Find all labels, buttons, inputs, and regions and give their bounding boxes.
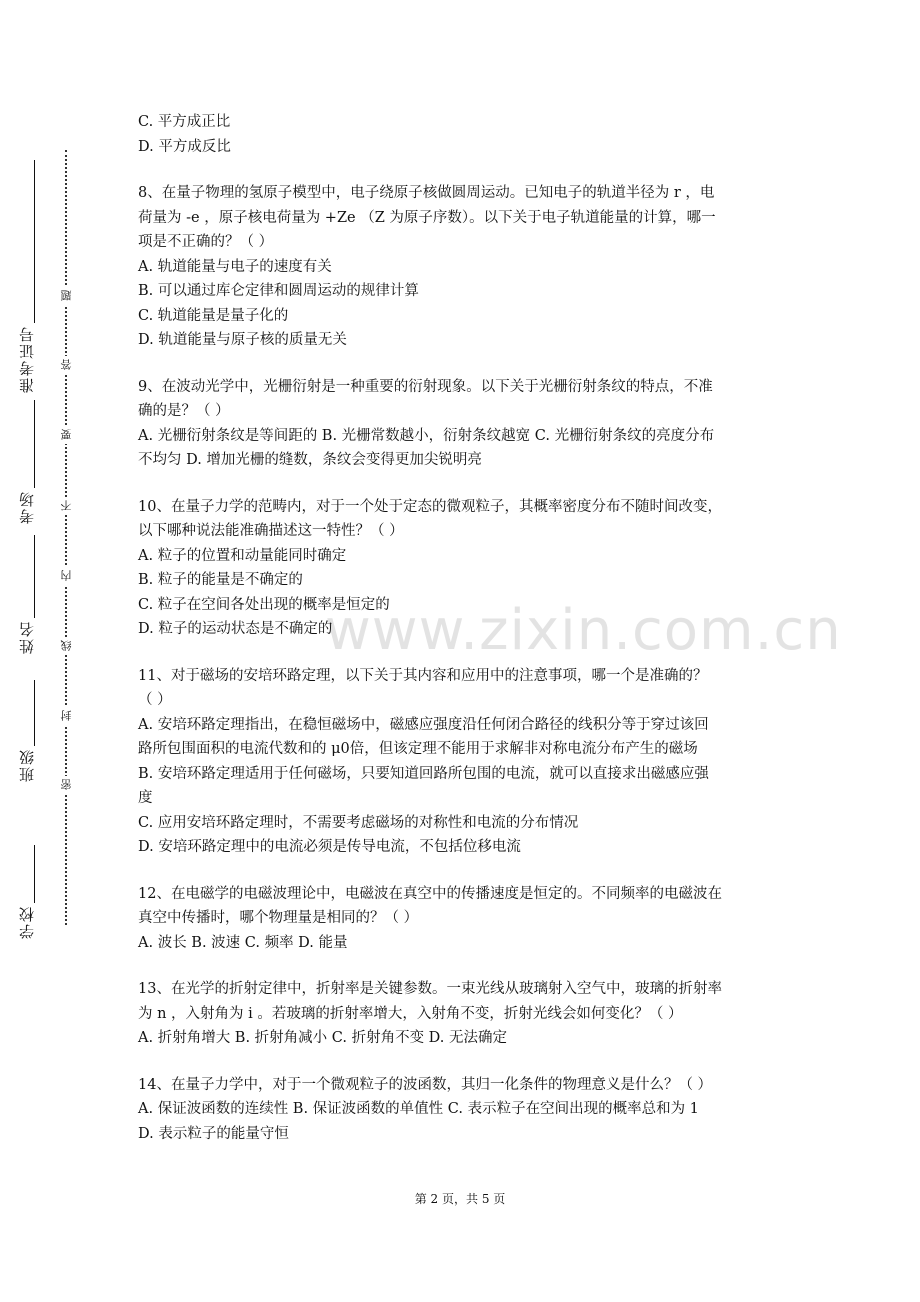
option-line: B. 安培环路定理适用于任何磁场，只要知道回路所包围的电流，就可以直接求出磁感应强 [138, 765, 709, 782]
question-content [138, 110, 788, 1146]
seal-char: 答 [58, 356, 74, 374]
binding-margin [0, 0, 100, 1302]
option-line: 路所包围面积的电流代数和的 μ0倍，但该定理不能用于求解非对称电流分布产生的磁场 [138, 741, 698, 757]
option-line: 不均匀 D. 增加光栅的缝数，条纹会变得更加尖锐明亮 [138, 452, 482, 468]
seal-char: 题 [58, 287, 74, 305]
field-line-school [34, 845, 35, 903]
seal-line [65, 150, 67, 925]
seal-char: 内 [58, 567, 74, 585]
option-line: A. 轨道能量与电子的速度有关 [138, 258, 332, 275]
option-line: B. 可以通过库仑定律和圆周运动的规律计算 [138, 283, 419, 299]
question-9-stem: 确的是？（ ） [138, 403, 230, 419]
option-line: B. 粒子的能量是不确定的 [138, 572, 303, 588]
question-8-stem: 项是不正确的？（ ） [138, 234, 274, 250]
seal-char: 线 [58, 637, 74, 655]
question-8-stem: 荷量为 -e ，原子核电荷量为 +Ze （Z 为原子序数）。以下关于电子轨道能量的计算，哪一 [138, 209, 716, 226]
seal-char: 密 [58, 776, 74, 794]
option-line: D. 安培环路定理中的电流必须是传导电流，不包括位移电流 [138, 839, 521, 855]
option-line: A. 保证波函数的连续性 B. 保证波函数的单值性 C. 表示粒子在空间出现的概率总和为 1 [138, 1101, 699, 1117]
option-line: C. 粒子在空间各处出现的概率是恒定的 [138, 596, 390, 613]
question-8-stem: 8、在量子物理的氢原子模型中，电子绕原子核做圆周运动。已知电子的轨道半径为 r ，电 [138, 185, 715, 201]
field-label-school: 学校 [18, 905, 36, 939]
question-10-stem: 10、在量子力学的范畴内，对于一个处于定态的微观粒子，其概率密度分布不随时间改变， [138, 498, 722, 515]
question-11-stem: 11、对于磁场的安培环路定理，以下关于其内容和应用中的注意事项，哪一个是准确的？ [138, 667, 708, 684]
seal-char: 不 [58, 497, 74, 515]
field-label-admission-number: 准考证号 [18, 325, 36, 393]
option-line: C. 应用安培环路定理时，不需要考虑磁场的对称性和电流的分布情况 [138, 814, 579, 831]
question-10-stem: 以下哪种说法能准确描述这一特性？（ ） [138, 523, 404, 539]
question-12-stem: 真空中传播时，哪个物理量是相同的？（ ） [138, 910, 419, 926]
field-label-name: 姓名 [18, 620, 36, 654]
question-14-stem: 14、在量子力学中，对于一个微观粒子的波函数，其归一化条件的物理意义是什么？（ ） [138, 1076, 713, 1093]
field-line-name [34, 535, 35, 618]
option-line: A. 安培环路定理指出，在稳恒磁场中，磁感应强度沿任何闭合路径的线积分等于穿过该回 [138, 716, 709, 733]
field-line-exam-room [34, 400, 35, 488]
field-label-class: 班级 [18, 748, 36, 782]
option-line: A. 粒子的位置和动量能同时确定 [138, 547, 347, 564]
option-line: D. 轨道能量与原子核的质量无关 [138, 332, 347, 348]
question-11-stem: （ ） [138, 692, 172, 708]
option-line: D. 粒子的运动状态是不确定的 [138, 621, 333, 637]
seal-char: 要 [58, 426, 74, 444]
watermark: www.zixin.com.cn [325, 598, 842, 663]
option-line: A. 光栅衍射条纹是等间距的 B. 光栅常数越小，衍射条纹越宽 C. 光栅衍射条纹的亮度分布 [138, 427, 715, 444]
seal-char: 封 [58, 707, 74, 725]
option-line: D. 平方成反比 [138, 138, 231, 155]
option-line: C. 轨道能量是量子化的 [138, 307, 289, 324]
field-line-class [34, 680, 35, 746]
option-line: 度 [138, 790, 153, 806]
field-line-admission-number [34, 160, 35, 323]
page-footer: 第 2 页，共 5 页 [414, 1192, 506, 1206]
option-line: A. 波长 B. 波速 C. 频率 D. 能量 [138, 934, 348, 951]
option-line: A. 折射角增大 B. 折射角减小 C. 折射角不变 D. 无法确定 [138, 1030, 508, 1046]
question-9-stem: 9、在波动光学中，光栅衍射是一种重要的衍射现象。以下关于光栅衍射条纹的特点，不准 [138, 378, 713, 395]
question-13-stem: 13、在光学的折射定律中，折射率是关键参数。一束光线从玻璃射入空气中，玻璃的折射率 [138, 981, 722, 997]
question-12-stem: 12、在电磁学的电磁波理论中，电磁波在真空中的传播速度是恒定的。不同频率的电磁波在 [138, 885, 722, 902]
question-13-stem: 为 n ，入射角为 i 。若玻璃的折射率增大，入射角不变，折射光线会如何变化？（ ） [138, 1005, 683, 1022]
option-line: D. 表示粒子的能量守恒 [138, 1125, 289, 1142]
option-line: C. 平方成正比 [138, 114, 231, 130]
field-label-exam-room: 考场 [18, 490, 36, 524]
